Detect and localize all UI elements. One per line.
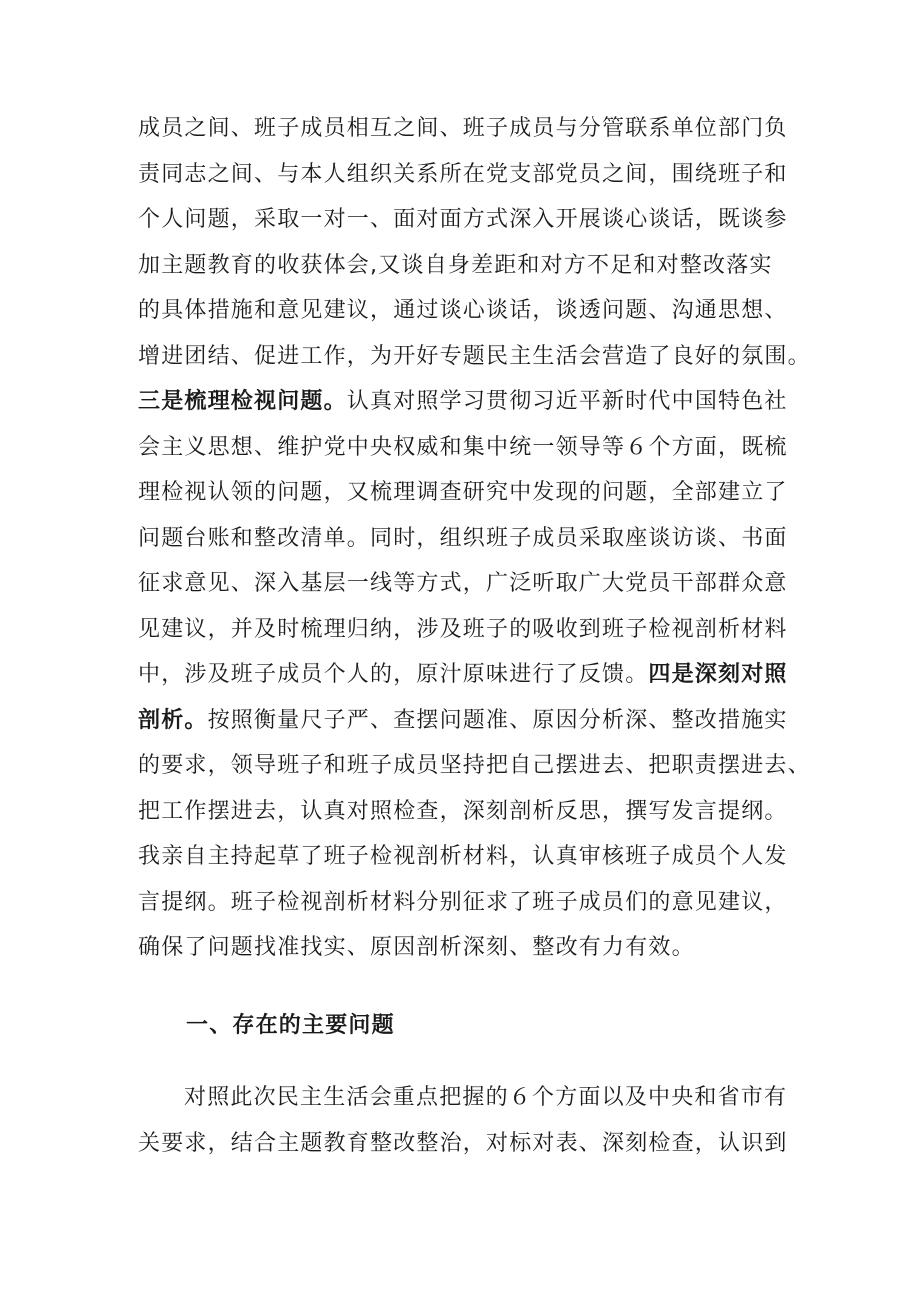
text-line: 言提纲。班子检视剖析材料分别征求了班子成员们的意见建议， bbox=[138, 889, 788, 915]
text-line: 责同志之间、与本人组织关系所在党支部党员之间，围绕班子和 bbox=[138, 161, 788, 187]
text-line bbox=[138, 652, 798, 698]
text-line: 把工作摆进去，认真对照检查，深刻剖析反思，撰写发言提纲。 bbox=[138, 798, 788, 824]
text-line: 见建议，并及时梳理归纳，涉及班子的吸收到班子检视剖析材料 bbox=[138, 616, 788, 642]
text-line bbox=[138, 698, 798, 744]
text-line: 的要求，领导班子和班子成员坚持把自己摆进去、把职责摆进去、 bbox=[138, 753, 811, 778]
subheading-deep-analysis: 四是深刻对照 bbox=[648, 662, 788, 687]
text-line: 的具体措施和意见建议，通过谈心谈话，谈透问题、沟通思想、 bbox=[138, 298, 788, 323]
text-line: 征求意见、深入基层一线等方式，广泛听取广大党员干部群众意 bbox=[138, 571, 788, 596]
text-line: 我亲自主持起草了班子检视剖析材料，认真审核班子成员个人发 bbox=[138, 844, 788, 869]
subheading-sort-problems: 三是梳理检视问题。 bbox=[138, 389, 347, 414]
text-fragment: 按照衡量尺子严、查摆问题准、原因分析深、整改措施实 bbox=[207, 707, 788, 733]
body-paragraph bbox=[138, 106, 811, 971]
section-heading: 一、存在的主要问题 bbox=[186, 1013, 395, 1038]
text-line: 关要求，结合主题教育整改整治，对标对表、深刻检查，认识到 bbox=[138, 1130, 788, 1156]
text-line: 理检视认领的问题，又梳理调查研究中发现的问题，全部建立了 bbox=[138, 480, 788, 505]
body-paragraph-2 bbox=[138, 1075, 798, 1166]
text-line: 加主题教育的收获体会,又谈自身差距和对方不足和对整改落实 bbox=[138, 252, 773, 278]
text-fragment: 认真对照学习贯彻习近平新时代中国特色社 bbox=[346, 389, 788, 414]
text-fragment: 中，涉及班子成员个人的，原汁原味进行了反馈。 bbox=[138, 662, 649, 687]
text-line: 个人问题，采取一对一、面对面方式深入开展谈心谈话，既谈参 bbox=[138, 207, 788, 232]
text-line: 确保了问题找准找实、原因剖析深刻、整改有力有效。 bbox=[138, 935, 695, 960]
text-line: 增进团结、促进工作，为开好专题民主生活会营造了良好的氛围。 bbox=[138, 343, 811, 369]
text-line: 成员之间、班子成员相互之间、班子成员与分管联系单位部门负 bbox=[138, 116, 788, 141]
text-line bbox=[138, 379, 798, 425]
subheading-deep-analysis-end: 剖析。 bbox=[138, 707, 208, 733]
text-line: 对照此次民主生活会重点把握的６个方面以及中央和省市有 bbox=[184, 1085, 788, 1110]
text-line: 问题台账和整改清单。同时，组织班子成员采取座谈访谈、书面 bbox=[138, 525, 788, 551]
text-line: 会主义思想、维护党中央权威和集中统一领导等６个方面，既梳 bbox=[138, 434, 788, 460]
